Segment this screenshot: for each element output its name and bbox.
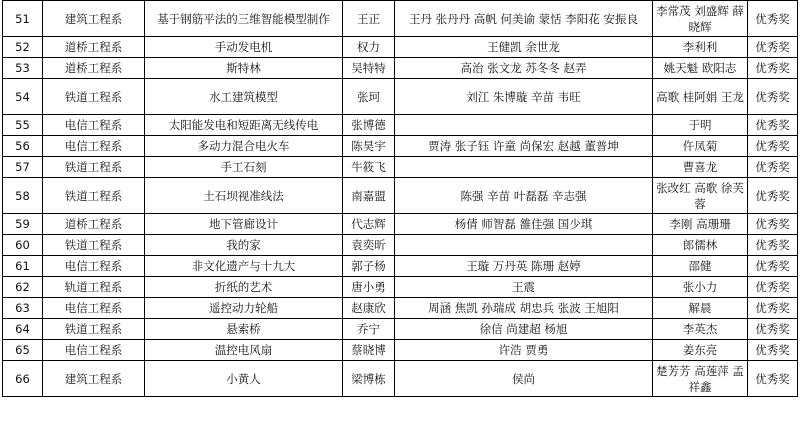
advisor-cell: 楚芳芳 高莲萍 孟祥鑫 (653, 361, 748, 397)
department-cell: 电信工程系 (43, 256, 145, 277)
project-name-cell: 基于钢筋平法的三维智能模型制作 (145, 1, 343, 37)
author-cell: 吴特特 (343, 58, 395, 79)
team-members-cell (395, 115, 653, 136)
table-row (3, 361, 798, 397)
table-row (3, 340, 798, 361)
row-number-cell: 66 (3, 361, 43, 397)
author-cell: 蔡晓博 (343, 340, 395, 361)
project-name-cell: 遥控动力轮船 (145, 298, 343, 319)
table-row (3, 115, 798, 136)
award-cell: 优秀奖 (748, 178, 798, 214)
row-number-cell: 55 (3, 115, 43, 136)
advisor-cell: 李英杰 (653, 319, 748, 340)
department-cell: 建筑工程系 (43, 361, 145, 397)
table-row (3, 37, 798, 58)
advisor-cell: 李利利 (653, 37, 748, 58)
team-members-cell: 侯尚 (395, 361, 653, 397)
project-name-cell: 手工石刻 (145, 157, 343, 178)
team-members-cell: 高治 张文龙 苏冬冬 赵弄 (395, 58, 653, 79)
team-members-cell: 徐信 尚建超 杨旭 (395, 319, 653, 340)
advisor-cell: 张改红 高歌 徐芙蓉 (653, 178, 748, 214)
department-cell: 电信工程系 (43, 136, 145, 157)
award-cell: 优秀奖 (748, 277, 798, 298)
department-cell: 铁道工程系 (43, 235, 145, 256)
author-cell: 南嘉盟 (343, 178, 395, 214)
project-name-cell: 小黄人 (145, 361, 343, 397)
row-number-cell: 57 (3, 157, 43, 178)
advisor-cell: 李刚 高珊珊 (653, 214, 748, 235)
row-number-cell: 62 (3, 277, 43, 298)
advisor-cell: 姚天魁 欧阳志 (653, 58, 748, 79)
row-number-cell: 59 (3, 214, 43, 235)
row-number-cell: 51 (3, 1, 43, 37)
table-row (3, 319, 798, 340)
project-name-cell: 土石坝视准线法 (145, 178, 343, 214)
table-row (3, 157, 798, 178)
department-cell: 铁道工程系 (43, 319, 145, 340)
row-number-cell: 65 (3, 340, 43, 361)
project-name-cell: 悬索桥 (145, 319, 343, 340)
department-cell: 铁道工程系 (43, 79, 145, 115)
department-cell: 道桥工程系 (43, 214, 145, 235)
department-cell: 道桥工程系 (43, 37, 145, 58)
department-cell: 电信工程系 (43, 340, 145, 361)
team-members-cell: 刘江 朱博璇 辛苗 韦旺 (395, 79, 653, 115)
author-cell: 乔宁 (343, 319, 395, 340)
author-cell: 唐小勇 (343, 277, 395, 298)
team-members-cell: 杨倩 师智磊 雒佳强 国少琪 (395, 214, 653, 235)
row-number-cell: 56 (3, 136, 43, 157)
award-cell: 优秀奖 (748, 136, 798, 157)
awards-table (2, 0, 798, 397)
advisor-cell: 张小力 (653, 277, 748, 298)
department-cell: 铁道工程系 (43, 157, 145, 178)
project-name-cell: 手动发电机 (145, 37, 343, 58)
team-members-cell: 陈强 辛苗 叶磊磊 辛志强 (395, 178, 653, 214)
project-name-cell: 多动力混合电火车 (145, 136, 343, 157)
award-cell: 优秀奖 (748, 157, 798, 178)
award-cell: 优秀奖 (748, 319, 798, 340)
advisor-cell: 李常茂 刘盛辉 薛晓辉 (653, 1, 748, 37)
row-number-cell: 61 (3, 256, 43, 277)
award-cell: 优秀奖 (748, 298, 798, 319)
table-row (3, 79, 798, 115)
award-cell: 优秀奖 (748, 340, 798, 361)
project-name-cell: 温控电风扇 (145, 340, 343, 361)
advisor-cell: 于明 (653, 115, 748, 136)
project-name-cell: 我的家 (145, 235, 343, 256)
project-name-cell: 水工建筑模型 (145, 79, 343, 115)
table-row (3, 136, 798, 157)
project-name-cell: 非文化遗产与十九大 (145, 256, 343, 277)
author-cell: 赵康欣 (343, 298, 395, 319)
project-name-cell: 太阳能发电和短距离无线传电 (145, 115, 343, 136)
team-members-cell: 王璇 万丹英 陈珊 赵婷 (395, 256, 653, 277)
row-number-cell: 53 (3, 58, 43, 79)
row-number-cell: 64 (3, 319, 43, 340)
row-number-cell: 54 (3, 79, 43, 115)
project-name-cell: 折纸的艺术 (145, 277, 343, 298)
department-cell: 电信工程系 (43, 115, 145, 136)
award-cell: 优秀奖 (748, 1, 798, 37)
advisor-cell: 郎儒林 (653, 235, 748, 256)
project-name-cell: 地下管廊设计 (145, 214, 343, 235)
author-cell: 郭子杨 (343, 256, 395, 277)
author-cell: 代志辉 (343, 214, 395, 235)
award-cell: 优秀奖 (748, 58, 798, 79)
author-cell: 权力 (343, 37, 395, 58)
author-cell: 袁奕昕 (343, 235, 395, 256)
table-row (3, 214, 798, 235)
award-cell: 优秀奖 (748, 361, 798, 397)
author-cell: 张博德 (343, 115, 395, 136)
project-name-cell: 斯特林 (145, 58, 343, 79)
row-number-cell: 63 (3, 298, 43, 319)
table-row (3, 235, 798, 256)
team-members-cell: 贾涛 张子钰 许童 尚保宏 赵越 董普坤 (395, 136, 653, 157)
department-cell: 道桥工程系 (43, 58, 145, 79)
team-members-cell: 王健凯 余世龙 (395, 37, 653, 58)
award-cell: 优秀奖 (748, 235, 798, 256)
table-row (3, 1, 798, 37)
row-number-cell: 58 (3, 178, 43, 214)
advisor-cell: 邵健 (653, 256, 748, 277)
award-cell: 优秀奖 (748, 256, 798, 277)
row-number-cell: 60 (3, 235, 43, 256)
team-members-cell: 王震 (395, 277, 653, 298)
author-cell: 梁博栋 (343, 361, 395, 397)
table-row (3, 58, 798, 79)
table-row (3, 298, 798, 319)
advisor-cell: 曹喜龙 (653, 157, 748, 178)
department-cell: 建筑工程系 (43, 1, 145, 37)
advisor-cell: 仵凤菊 (653, 136, 748, 157)
row-number-cell: 52 (3, 37, 43, 58)
department-cell: 轨道工程系 (43, 277, 145, 298)
author-cell: 牛筱飞 (343, 157, 395, 178)
table-row (3, 178, 798, 214)
author-cell: 王正 (343, 1, 395, 37)
team-members-cell (395, 157, 653, 178)
author-cell: 张珂 (343, 79, 395, 115)
table-row (3, 277, 798, 298)
award-cell: 优秀奖 (748, 79, 798, 115)
team-members-cell: 许浩 贾勇 (395, 340, 653, 361)
team-members-cell (395, 235, 653, 256)
department-cell: 电信工程系 (43, 298, 145, 319)
table-row (3, 256, 798, 277)
advisor-cell: 解晨 (653, 298, 748, 319)
advisor-cell: 姜东亮 (653, 340, 748, 361)
award-cell: 优秀奖 (748, 37, 798, 58)
award-cell: 优秀奖 (748, 214, 798, 235)
author-cell: 陈昊宇 (343, 136, 395, 157)
award-cell: 优秀奖 (748, 115, 798, 136)
advisor-cell: 高歌 桂阿娟 王龙 (653, 79, 748, 115)
team-members-cell: 王丹 张丹丹 高帆 何美谕 蒙恬 李阳花 安振良 (395, 1, 653, 37)
team-members-cell: 周涵 焦凯 孙瑞成 胡忠兵 张波 王旭阳 (395, 298, 653, 319)
department-cell: 铁道工程系 (43, 178, 145, 214)
